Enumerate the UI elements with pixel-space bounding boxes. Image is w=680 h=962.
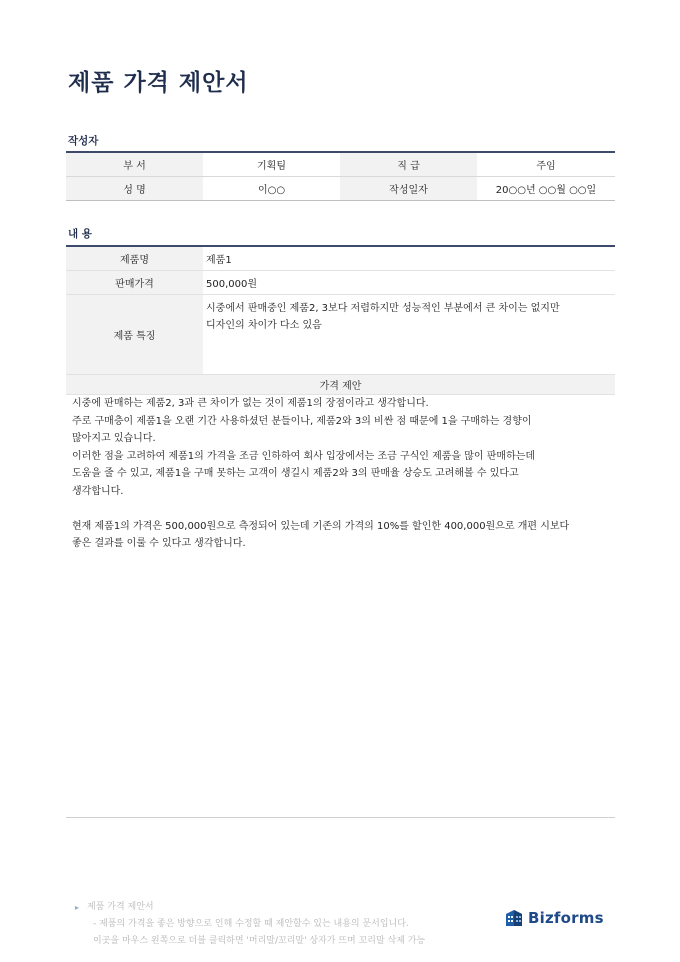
dept-value[interactable]: 기획팀	[203, 152, 340, 176]
feature-label: 제품 특징	[66, 294, 203, 374]
name-value[interactable]: 이○○	[257, 184, 286, 196]
table-row	[66, 270, 615, 294]
guide-description: - 제품의 가격을 좋은 방향으로 인해 수정할 때 제안할수 있는 내용의 문서입니다.	[93, 919, 409, 929]
date-value[interactable]: 20○○년 ○○월 ○○일	[495, 184, 597, 196]
content-section-label: 내 용	[68, 228, 92, 240]
table-row	[66, 294, 615, 374]
position-label: 직 급	[340, 152, 477, 176]
proposal-header: 가격 제안	[66, 374, 615, 394]
paragraph-line: 도움을 줄 수 있고, 제품1을 구매 못하는 고객이 생길시 제품2와 3의 판매율 상승도 고려해볼 수 있다고	[72, 468, 519, 479]
author-section-label: 작성자	[68, 135, 99, 147]
table-row	[66, 374, 615, 394]
content-table	[66, 245, 615, 395]
price-label: 판매가격	[66, 270, 203, 294]
paragraph-line: 많아지고 있습니다.	[72, 433, 156, 444]
guide-hint: 이곳을 마우스 왼쪽으로 더블 클릭하면 '머리말/꼬리말' 상자가 뜨며 꼬리말 삭제 가능	[93, 936, 426, 946]
table-row	[66, 246, 615, 270]
logo-text: Bizforms	[528, 909, 604, 927]
dept-label: 부 서	[66, 152, 203, 176]
paragraph-gap	[72, 500, 612, 518]
paragraph-line: 이러한 점을 고려하여 제품1의 가격을 조금 인하하여 회사 입장에서는 조금 구식인 제품을 많이 판매하는데	[72, 450, 536, 462]
triangle-right-icon: ▸	[75, 903, 80, 912]
date-label: 작성일자	[340, 176, 477, 200]
product-name-value[interactable]: 제품1	[203, 246, 615, 270]
product-name-label: 제품명	[66, 246, 203, 270]
name-label: 성 명	[66, 176, 203, 200]
paragraph-line: 현재 제품1의 가격은 500,000원으로 측정되어 있는데 기존의 가격의 10%를 할인한 400,000원으로 개편 시보다	[72, 520, 570, 532]
document-title: 제품 가격 제안서	[68, 70, 249, 96]
price-value[interactable]: 500,000원	[203, 270, 615, 294]
bizforms-logo	[503, 907, 604, 929]
author-info-table	[66, 151, 615, 201]
table-row	[66, 152, 615, 176]
paragraph-line: 생각합니다.	[72, 485, 124, 497]
table-row	[66, 176, 615, 200]
feature-line: 시중에서 판매중인 제품2, 3보다 저렴하지만 성능적인 부분에서 큰 차이는 없지만	[206, 302, 560, 314]
proposal-body[interactable]	[72, 395, 612, 553]
feature-value[interactable]	[203, 294, 615, 374]
footer-guide[interactable]	[75, 899, 425, 950]
footer-divider	[66, 817, 615, 818]
paragraph-line: 좋은 결과를 이룰 수 있다고 생각합니다.	[72, 538, 246, 549]
paragraph-line: 시중에 판매하는 제품2, 3과 큰 차이가 없는 것이 제품1의 장점이라고 생각합니다.	[72, 398, 429, 409]
position-value[interactable]: 주임	[477, 152, 615, 176]
paragraph-line: 주로 구매층이 제품1을 오랜 기간 사용하셨던 분들이나, 제품2와 3의 비싼 점 때문에 1을 구매하는 경향이	[72, 415, 532, 427]
building-icon	[503, 907, 525, 929]
guide-title: 제품 가격 제안서	[87, 902, 154, 912]
feature-line: 디자인의 차이가 다소 있음	[206, 319, 322, 331]
